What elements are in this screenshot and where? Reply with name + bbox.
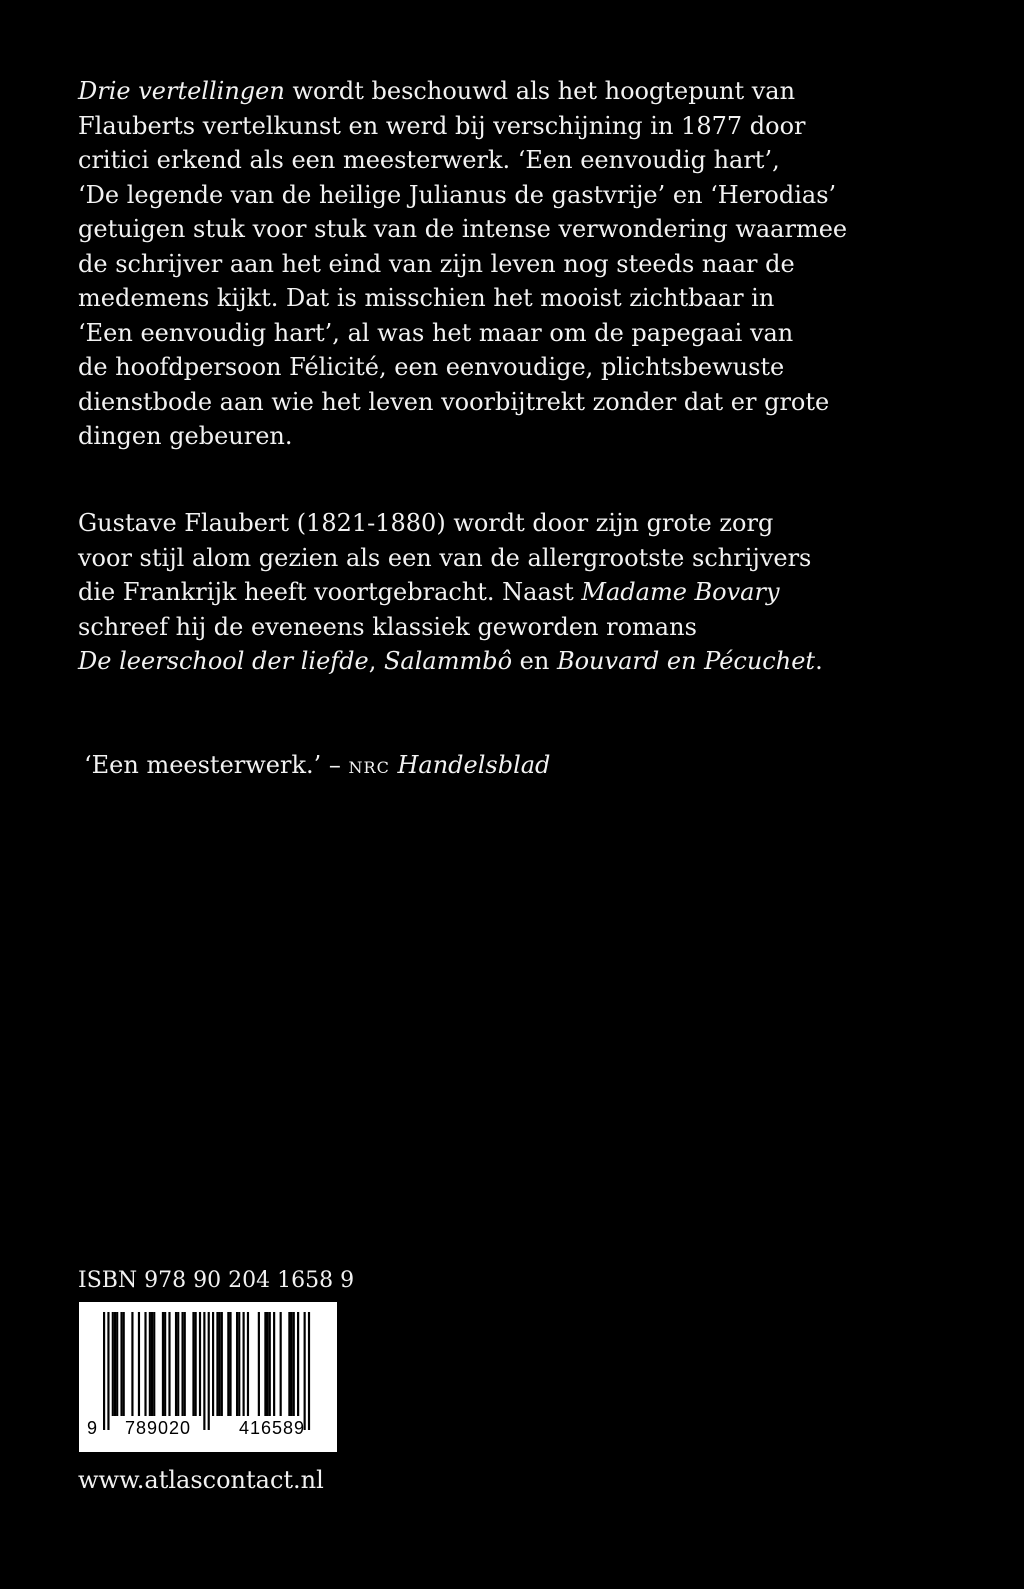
barcode-bar: [247, 1312, 249, 1416]
barcode-bar: [116, 1312, 118, 1416]
bio-line: Gustave Flaubert (1821-1880) wordt door zijn grote zorg: [78, 509, 774, 537]
blurb-line: dingen gebeuren.: [78, 422, 293, 450]
barcode-bar: [229, 1312, 231, 1416]
barcode-bar: [131, 1312, 133, 1416]
book-title-italic: De leerschool der liefde: [78, 647, 369, 675]
barcode-bar: [238, 1312, 240, 1416]
barcode-bar: [153, 1312, 155, 1416]
barcode-bar: [144, 1312, 146, 1416]
barcode-bar: [114, 1312, 116, 1416]
barcode-bar: [151, 1312, 153, 1416]
barcode-bar: [184, 1312, 186, 1416]
barcode-bar: [138, 1312, 140, 1416]
book-title-italic: Madame Bovary: [581, 578, 780, 606]
blurb-line: ‘Een eenvoudig hart’, al was het maar om de papegaai van: [78, 318, 794, 347]
blurb-line: ‘De legende van de heilige Julianus de gastvrije’ en ‘Herodias’: [78, 180, 837, 209]
barcode-bar: [164, 1312, 166, 1416]
barcode-bar: [162, 1312, 164, 1416]
review-source-italic: Handelsblad: [397, 751, 551, 779]
barcode-bar: [236, 1312, 238, 1416]
barcode-bar: [203, 1312, 205, 1430]
barcode: [79, 1302, 337, 1452]
book-title-italic: Drie vertellingen: [78, 77, 285, 105]
barcode-bar: [280, 1312, 282, 1416]
barcode-bar: [199, 1312, 201, 1416]
book-title-italic: Bouvard en Pécuchet: [556, 647, 816, 675]
barcode-bar: [149, 1312, 151, 1416]
barcode-bar: [112, 1312, 114, 1416]
barcode-first-digit: 9: [87, 1418, 99, 1438]
barcode-bar: [212, 1312, 214, 1416]
barcode-bar: [269, 1312, 271, 1416]
bio-line: De leerschool der liefde, Salammbô en Bouvard en Pécuchet.: [78, 647, 823, 675]
barcode-bar: [267, 1312, 269, 1416]
barcode-bar: [168, 1312, 170, 1416]
barcode-bar: [243, 1312, 245, 1416]
bio-line: voor stijl alom gezien als een van de allergrootste schrijvers: [78, 543, 812, 572]
barcode-bar: [216, 1312, 218, 1416]
barcode-bar: [195, 1312, 197, 1416]
barcode-bar: [103, 1312, 105, 1430]
publisher-website[interactable]: www.atlascontact.nl: [78, 1466, 324, 1494]
bio-line: schreef hij de eveneens klassiek geworden romans: [78, 612, 697, 641]
blurb-line: Flauberts vertelkunst en werd bij verschijning in 1877 door: [78, 111, 806, 140]
barcode-left-digits: 789020: [125, 1418, 192, 1438]
barcode-bar: [227, 1312, 229, 1416]
barcode-bar: [208, 1312, 210, 1430]
blurb-line: critici erkend als een meesterwerk. ‘Een eenvoudig hart’,: [78, 146, 780, 174]
barcode-bar: [192, 1312, 194, 1416]
barcode-bar: [123, 1312, 125, 1416]
barcode-right-digits: 416589: [239, 1418, 306, 1438]
blurb-paragraph: [78, 74, 848, 454]
barcode-bar: [177, 1312, 179, 1416]
blurb-line: Drie vertellingen wordt beschouwd als het hoogtepunt van: [78, 77, 796, 105]
barcode-bar: [221, 1312, 223, 1416]
barcode-bar: [258, 1312, 260, 1416]
barcode-bar: [107, 1312, 109, 1430]
barcode-bar: [288, 1312, 290, 1416]
barcode-bar: [219, 1312, 221, 1416]
blurb-line: de schrijver aan het eind van zijn leven nog steeds naar de: [78, 249, 795, 278]
barcode-bar: [297, 1312, 299, 1416]
barcode-bar: [175, 1312, 177, 1416]
book-title-italic: Salammbô: [383, 647, 513, 675]
review-quote: ‘Een meesterwerk.’ – NRC Handelsblad: [84, 751, 551, 779]
isbn-label: ISBN 978 90 204 1658 9: [78, 1268, 355, 1293]
bio-line: die Frankrijk heeft voortgebracht. Naast Madame Bovary: [78, 578, 780, 606]
barcode-bar: [293, 1312, 295, 1416]
barcode-bar: [273, 1312, 275, 1416]
blurb-line: getuigen stuk voor stuk van de intense verwondering waarmee: [78, 215, 848, 243]
review-source-smallcaps: NRC: [348, 758, 390, 777]
blurb-line: de hoofdpersoon Félicité, een eenvoudige, plichtsbewuste: [78, 353, 785, 381]
barcode-bar: [290, 1312, 292, 1416]
barcode-bar: [264, 1312, 266, 1416]
barcode-bar: [120, 1312, 122, 1416]
blurb-line: dienstbode aan wie het leven voorbijtrekt zonder dat er grote: [78, 387, 830, 416]
barcode-bar: [181, 1312, 183, 1416]
author-bio-paragraph: [78, 506, 823, 679]
blurb-line: medemens kijkt. Dat is misschien het mooist zichtbaar in: [78, 284, 775, 312]
barcode-bar: [304, 1312, 306, 1430]
barcode-bar: [308, 1312, 310, 1430]
